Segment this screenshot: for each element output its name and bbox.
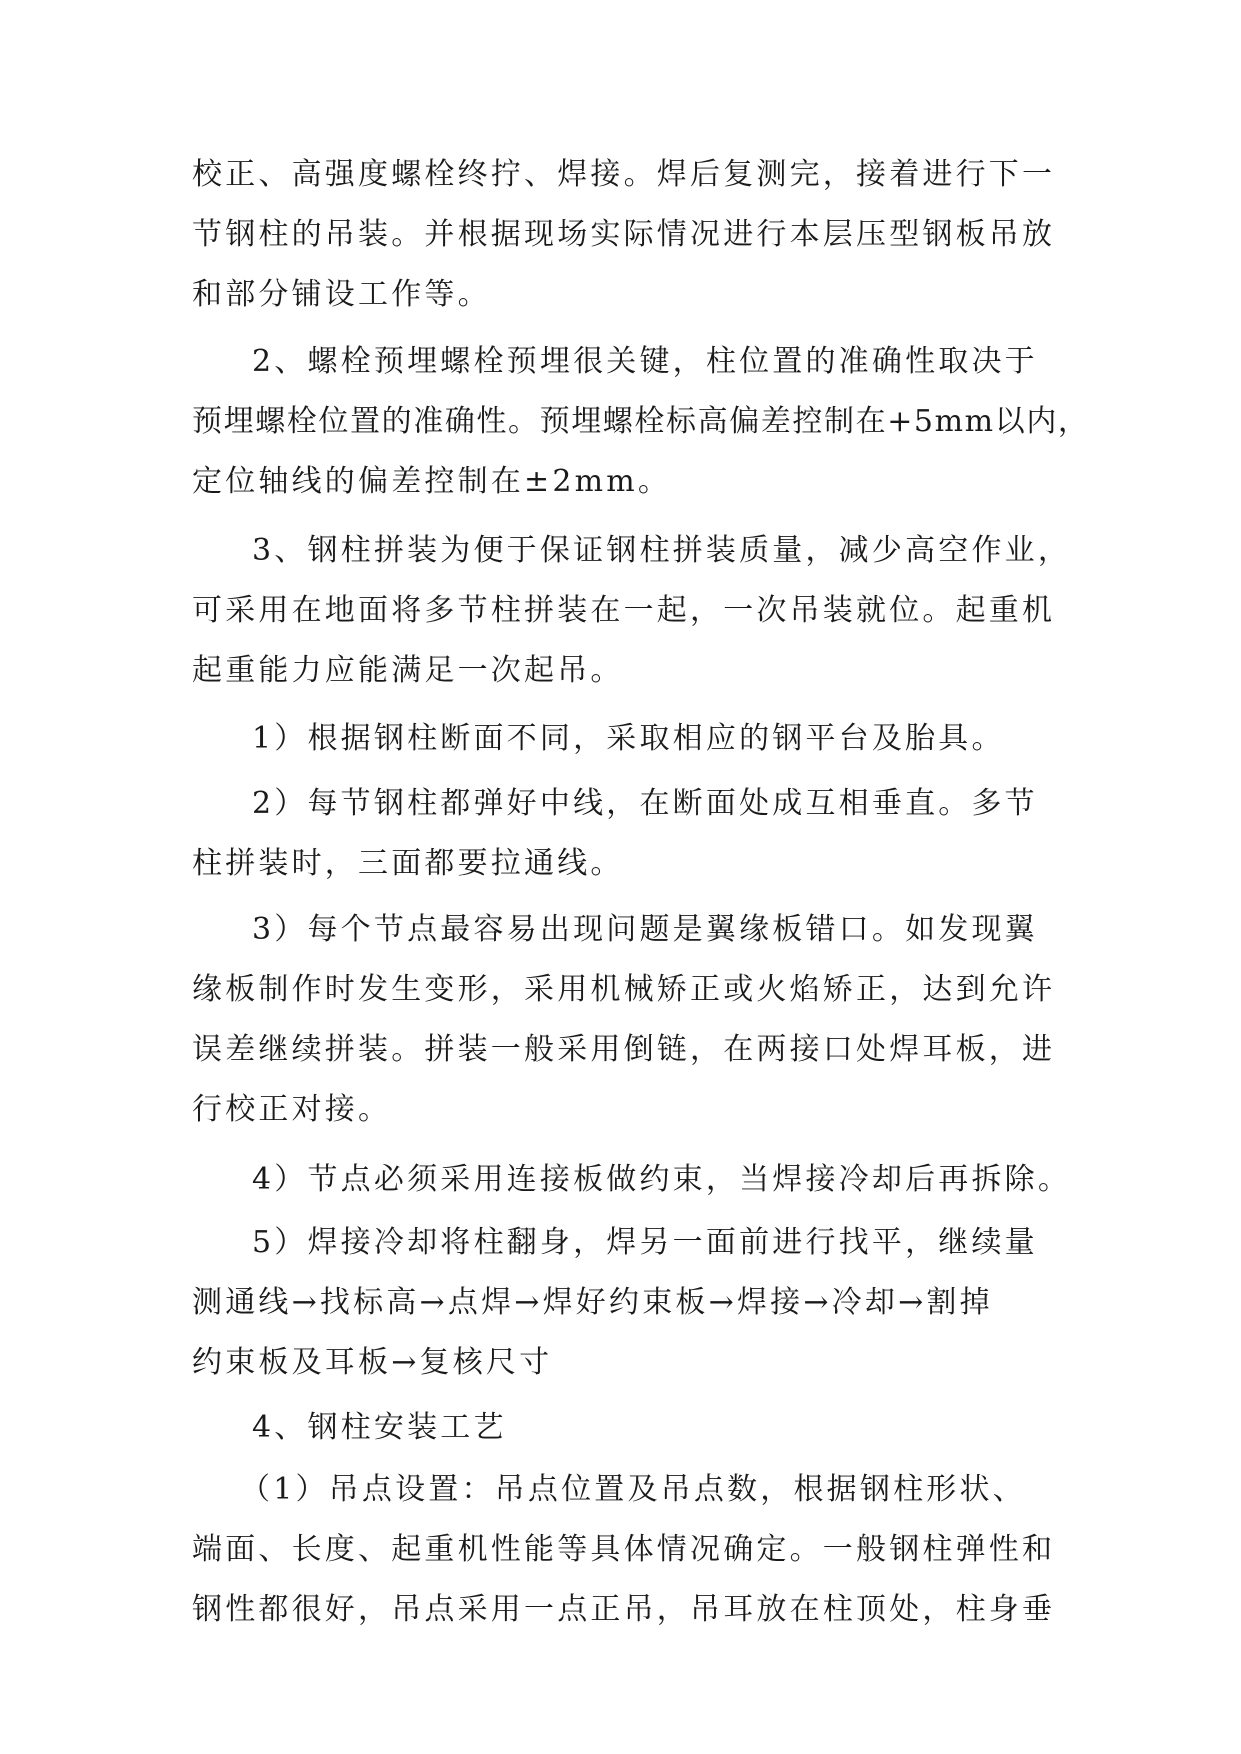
- list-item-line: （1）吊点设置：吊点位置及吊点数，根据钢柱形状、: [240, 1472, 1026, 1507]
- text-line: 预埋螺栓位置的准确性。预埋螺栓标高偏差控制在+5mm以内，: [192, 404, 1090, 439]
- text-line: 误差继续拼装。拼装一般采用倒链，在两接口处焊耳板，进: [192, 1032, 1056, 1067]
- text-line: 端面、长度、起重机性能等具体情况确定。一般钢柱弹性和: [192, 1532, 1056, 1567]
- text-line: 钢性都很好，吊点采用一点正吊，吊耳放在柱顶处，柱身垂: [192, 1592, 1056, 1627]
- paragraph-3-line: 3、钢柱拼装为便于保证钢柱拼装质量，减少高空作业，: [252, 533, 1072, 568]
- text-line: 约束板及耳板→复核尺寸: [192, 1345, 553, 1380]
- text-line: 测通线→找标高→点焊→焊好约束板→焊接→冷却→割掉: [192, 1285, 993, 1320]
- text-line: 缘板制作时发生变形，采用机械矫正或火焰矫正，达到允许: [192, 972, 1056, 1007]
- list-item-line: 5）焊接冷却将柱翻身，焊另一面前进行找平，继续量: [252, 1225, 1038, 1260]
- text-line: 起重能力应能满足一次起吊。: [192, 653, 624, 688]
- text-line: 可采用在地面将多节柱拼装在一起，一次吊装就位。起重机: [192, 593, 1056, 628]
- list-item-line: 1）根据钢柱断面不同，采取相应的钢平台及胎具。: [252, 721, 1005, 756]
- list-item-line: 2）每节钢柱都弹好中线，在断面处成互相垂直。多节: [252, 786, 1038, 821]
- text-line: 校正、高强度螺栓终拧、焊接。焊后复测完，接着进行下一: [192, 157, 1056, 192]
- list-item-line: 3）每个节点最容易出现问题是翼缘板错口。如发现翼: [252, 912, 1038, 947]
- text-line: 柱拼装时，三面都要拉通线。: [192, 846, 624, 881]
- list-item-line: 4）节点必须采用连接板做约束，当焊接冷却后再拆除。: [252, 1162, 1072, 1197]
- section-heading-line: 4、钢柱安装工艺: [252, 1410, 507, 1445]
- text-line: 行校正对接。: [192, 1092, 392, 1127]
- paragraph-2-line: 2、螺栓预埋螺栓预埋很关键，柱位置的准确性取决于: [252, 344, 1038, 379]
- text-line: 和部分铺设工作等。: [192, 277, 491, 312]
- text-line: 定位轴线的偏差控制在±2mm。: [192, 464, 672, 499]
- text-line: 节钢柱的吊装。并根据现场实际情况进行本层压型钢板吊放: [192, 217, 1056, 252]
